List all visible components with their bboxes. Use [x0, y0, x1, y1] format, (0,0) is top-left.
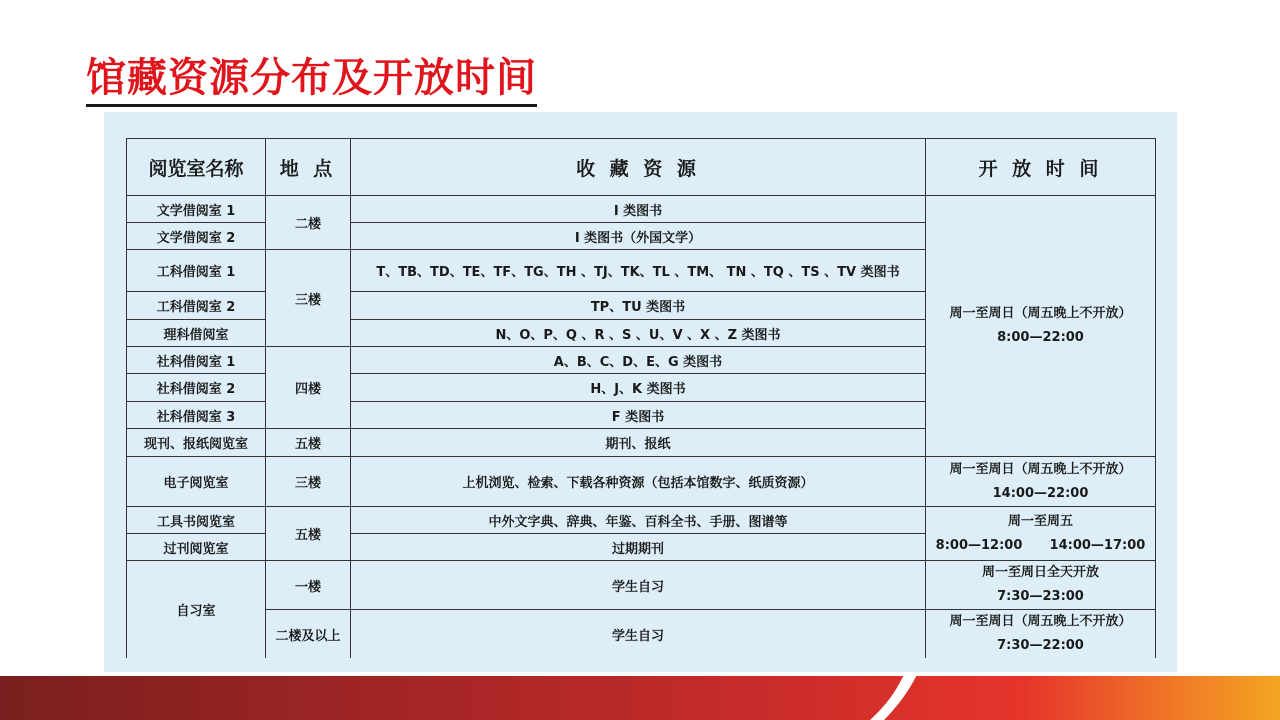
room-name: 文学借阅室 2	[127, 223, 266, 250]
library-table	[126, 138, 1156, 658]
collection-cell: 学生自习	[351, 610, 926, 659]
room-name: 社科借阅室 2	[127, 374, 266, 402]
table-row	[127, 507, 1156, 534]
location-cell: 二楼	[266, 196, 351, 250]
table-row	[127, 457, 1156, 507]
hours-time: 7:30—23:00	[997, 589, 1084, 604]
location-cell: 三楼	[266, 250, 351, 347]
collection-cell: I 类图书	[351, 196, 926, 223]
collection-cell: 期刊、报纸	[351, 429, 926, 457]
hours-days: 周一至周日全天开放	[981, 565, 1099, 580]
hours-days: 周一至周日（周五晚上不开放）	[949, 306, 1132, 321]
hours-cell	[926, 610, 1156, 659]
room-name: 自习室	[127, 561, 266, 659]
table-row	[127, 561, 1156, 610]
location-cell: 五楼	[266, 429, 351, 457]
hours-time: 8:00—22:00	[997, 330, 1084, 345]
collection-cell: 中外文字典、辞典、年鉴、百科全书、手册、图谱等	[351, 507, 926, 534]
room-name: 过刊阅览室	[127, 534, 266, 561]
header-collection: 收 藏 资 源	[351, 139, 926, 196]
location-cell: 一楼	[266, 561, 351, 610]
collection-cell: H、J、K 类图书	[351, 374, 926, 402]
footer-decoration-band	[0, 672, 1280, 720]
header-room: 阅览室名称	[127, 139, 266, 196]
table-row	[127, 610, 1156, 659]
hours-days: 周一至周五	[1007, 513, 1073, 529]
room-name: 现刊、报纸阅览室	[127, 429, 266, 457]
room-name: 文学借阅室 1	[127, 196, 266, 223]
room-name: 工科借阅室 1	[127, 250, 266, 292]
table-header-row	[127, 139, 1156, 196]
collection-cell: T、TB、TD、TE、TF、TG、TH 、TJ、TK、TL 、TM、 TN 、TQ 、TS 、TV 类图书	[351, 250, 926, 292]
page-title: 馆藏资源分布及开放时间	[86, 52, 537, 107]
hours-cell	[926, 507, 1156, 561]
collection-cell: 过期期刊	[351, 534, 926, 561]
hours-days: 周一至周日（周五晚上不开放）	[949, 614, 1132, 629]
header-hours: 开 放 时 间	[926, 139, 1156, 196]
collection-cell: N、O、P、Q 、R 、S 、U、V 、X 、Z 类图书	[351, 320, 926, 347]
location-cell: 五楼	[266, 507, 351, 561]
room-name: 电子阅览室	[127, 457, 266, 507]
collection-cell: 上机浏览、检索、下载各种资源（包括本馆数字、纸质资源）	[351, 457, 926, 507]
location-cell: 二楼及以上	[266, 610, 351, 659]
hours-cell	[926, 196, 1156, 457]
room-name: 工具书阅览室	[127, 507, 266, 534]
room-name: 社科借阅室 1	[127, 347, 266, 374]
hours-time: 8:00—12:00 14:00—17:00	[935, 537, 1146, 553]
collection-cell: A、B、C、D、E、G 类图书	[351, 347, 926, 374]
hours-cell	[926, 457, 1156, 507]
header-location: 地 点	[266, 139, 351, 196]
room-name: 社科借阅室 3	[127, 402, 266, 429]
room-name: 理科借阅室	[127, 320, 266, 347]
hours-time: 14:00—22:00	[992, 485, 1089, 501]
collection-cell: TP、TU 类图书	[351, 292, 926, 320]
hours-time: 7:30—22:00	[997, 638, 1084, 653]
collection-cell: F 类图书	[351, 402, 926, 429]
location-cell: 三楼	[266, 457, 351, 507]
room-name: 工科借阅室 2	[127, 292, 266, 320]
hours-days: 周一至周日（周五晚上不开放）	[949, 461, 1132, 477]
collection-cell: I 类图书（外国文学）	[351, 223, 926, 250]
table-row	[127, 196, 1156, 223]
hours-cell	[926, 561, 1156, 610]
location-cell: 四楼	[266, 347, 351, 429]
collection-cell: 学生自习	[351, 561, 926, 610]
